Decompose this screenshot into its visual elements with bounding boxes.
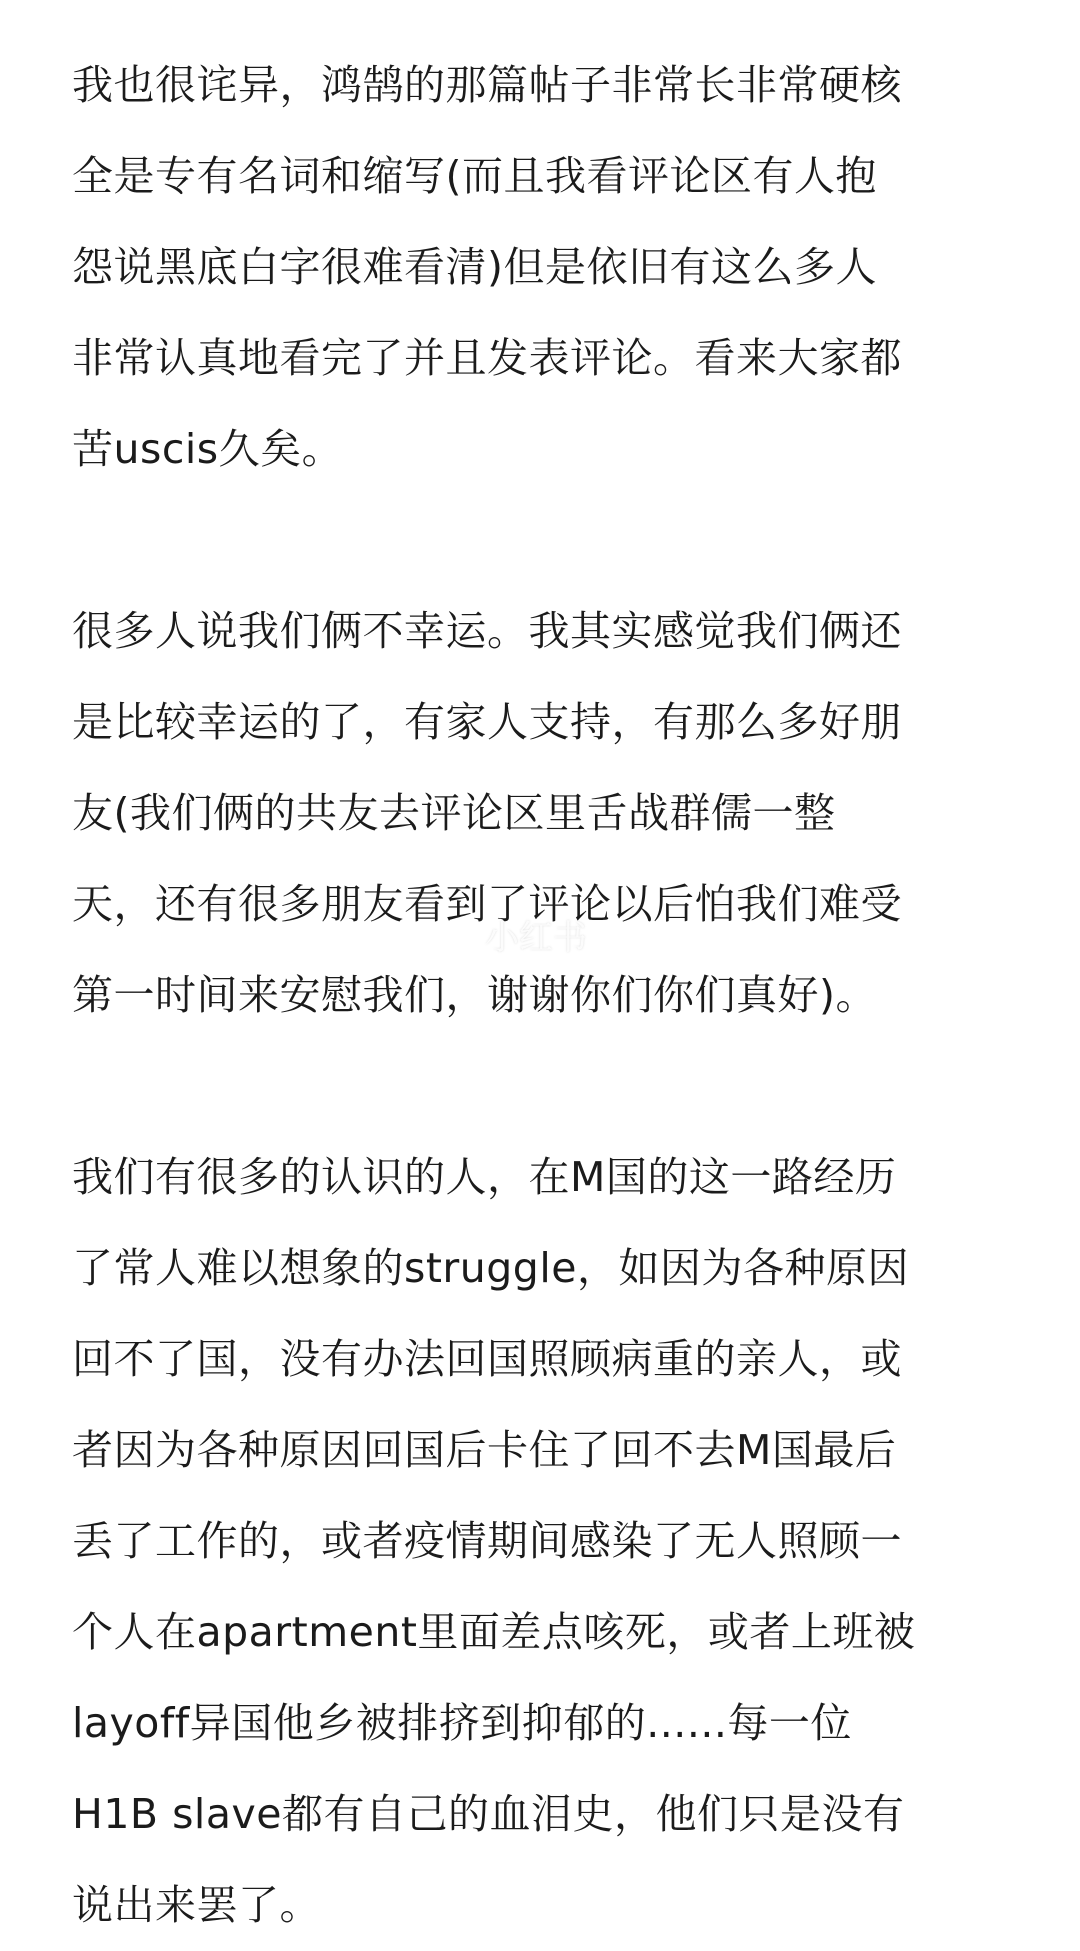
text-line: 全是专有名词和缩写(而且我看评论区有人抱 xyxy=(72,152,877,200)
paragraph-gap xyxy=(72,495,1032,586)
text-line: 是比较幸运的了，有家人支持，有那么多好朋 xyxy=(72,698,902,746)
paragraph-3 xyxy=(72,1132,1032,1951)
paragraph-1 xyxy=(72,40,1032,495)
paragraph-gap xyxy=(72,1041,1032,1132)
text-line: 第一时间来安慰我们，谢谢你们你们真好)。 xyxy=(72,971,877,1019)
text-line: layoff异国他乡被排挤到抑郁的......每一位 xyxy=(72,1699,852,1747)
paragraph-2 xyxy=(72,586,1032,1041)
text-line: 说出来罢了。 xyxy=(72,1881,321,1929)
text-line: 天，还有很多朋友看到了评论以后怕我们难受 xyxy=(72,880,902,928)
text-line: 个人在apartment里面差点咳死，或者上班被 xyxy=(72,1608,916,1656)
text-line: 了常人难以想象的struggle，如因为各种原因 xyxy=(72,1244,909,1292)
text-line: 苦uscis久矣。 xyxy=(72,425,344,473)
text-line: 怨说黑底白字很难看清)但是依旧有这么多人 xyxy=(72,243,877,291)
text-line: 者因为各种原因回国后卡住了回不去M国最后 xyxy=(72,1426,897,1474)
text-line: H1B slave都有自己的血泪史，他们只是没有 xyxy=(72,1790,905,1838)
text-line: 我们有很多的认识的人，在M国的这一路经历 xyxy=(72,1153,897,1201)
text-line: 很多人说我们俩不幸运。我其实感觉我们俩还 xyxy=(72,607,902,655)
text-line: 回不了国，没有办法回国照顾病重的亲人，或 xyxy=(72,1335,902,1383)
text-line: 丢了工作的，或者疫情期间感染了无人照顾一 xyxy=(72,1517,902,1565)
article-body xyxy=(72,40,1032,1951)
text-line: 我也很诧异，鸿鹄的那篇帖子非常长非常硬核 xyxy=(72,61,902,109)
watermark-logo: 小红书 xyxy=(485,918,587,958)
text-line: 非常认真地看完了并且发表评论。看来大家都 xyxy=(72,334,902,382)
text-line: 友(我们俩的共友去评论区里舌战群儒一整 xyxy=(72,789,836,837)
